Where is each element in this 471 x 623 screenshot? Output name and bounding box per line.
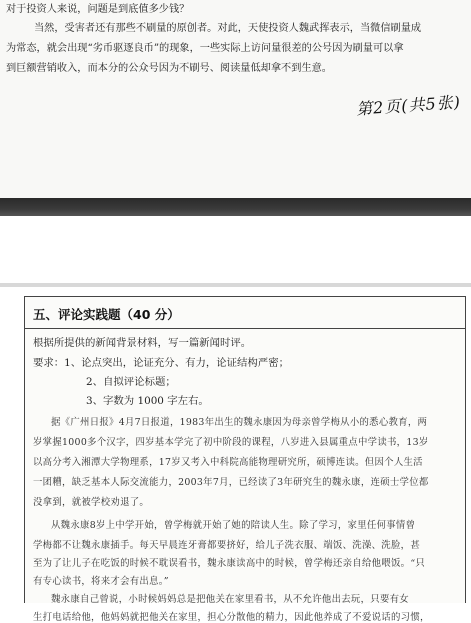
divider (25, 328, 465, 329)
requirement-line: 2、自拟评论标题； (86, 376, 176, 388)
exam-question-box (24, 296, 466, 623)
text-line: 到巨额营销收入，而本分的公众号因为不刷号、阅读量低却拿不到生意。 (6, 63, 332, 74)
question-title: 五、评论实践题（40 分） (33, 307, 180, 322)
requirement-line: 要求：1、论点突出，论证充分、有力，论证结构严密； (33, 357, 289, 369)
previous-exam-page (0, 0, 471, 200)
handwritten-page-number: 第2页(共5张) (355, 92, 462, 119)
material-line: 据《广州日报》4月7日报道，1983年出生的魏永康因为母亲曾学梅从小的悉心教育，两 (51, 417, 428, 428)
material-line: 岁掌握1000多个汉字，四岁基本学完了初中阶段的课程，八岁进入县属重点中学读书，13岁 (33, 437, 429, 448)
text-line: 对于投资人来说，问题是到底值多少钱？ (6, 4, 190, 15)
page-gap (0, 216, 471, 286)
text-line: 为常态，就会出现“劣币驱逐良币”的现象，一些实际上访问量很差的公号因为刷量可以拿 (6, 43, 404, 54)
instruction-text: 根据所提供的新闻背景材料，写一篇新闻时评。 (33, 337, 252, 349)
material-line: 一团糟，缺乏基本人际交流能力，2003年7月，已经读了3年研究生的魏永康，连硕士学位都 (33, 477, 429, 488)
page-edge (0, 283, 471, 287)
scan-divider (0, 198, 471, 216)
material-line: 从魏永康8岁上中学开始，曾学梅就开始了她的陪读人生。除了学习，家里任何事情曾 (51, 520, 416, 531)
material-line: 至为了让儿子在吃饭的时候不耽误看书，魏永康读高中的时候，曾学梅还亲自给他喂饭。“只 (33, 558, 426, 569)
material-line: 生打电话给他，他妈妈就把他关在家里，担心分散他的精力，因此他养成了不爱说话的习惯， (33, 612, 430, 623)
material-line: 魏永康自己曾说，小时候妈妈总是把他关在家里看书，从不允许他出去玩，只要有女 (51, 594, 409, 605)
material-line: 没拿到，就被学校劝退了。 (33, 497, 150, 508)
material-line: 有专心读书，将来才会有出息。” (33, 576, 169, 587)
material-line: 以高分考入湘潭大学物理系，17岁又考入中科院高能物理研究所，硕博连读。但因个人生活 (33, 457, 423, 468)
requirement-line: 3、字数为 1000 字左右。 (86, 395, 209, 407)
material-line: 学梅都不让魏永康插手。每天早晨连牙膏都要挤好，给儿子洗衣服、端饭、洗澡、洗脸，甚 (33, 540, 421, 551)
text-line: 当然，受害者还有那些不刷量的原创者。对此，天使投资人魏武挥表示，当微信刷量成 (34, 23, 422, 34)
